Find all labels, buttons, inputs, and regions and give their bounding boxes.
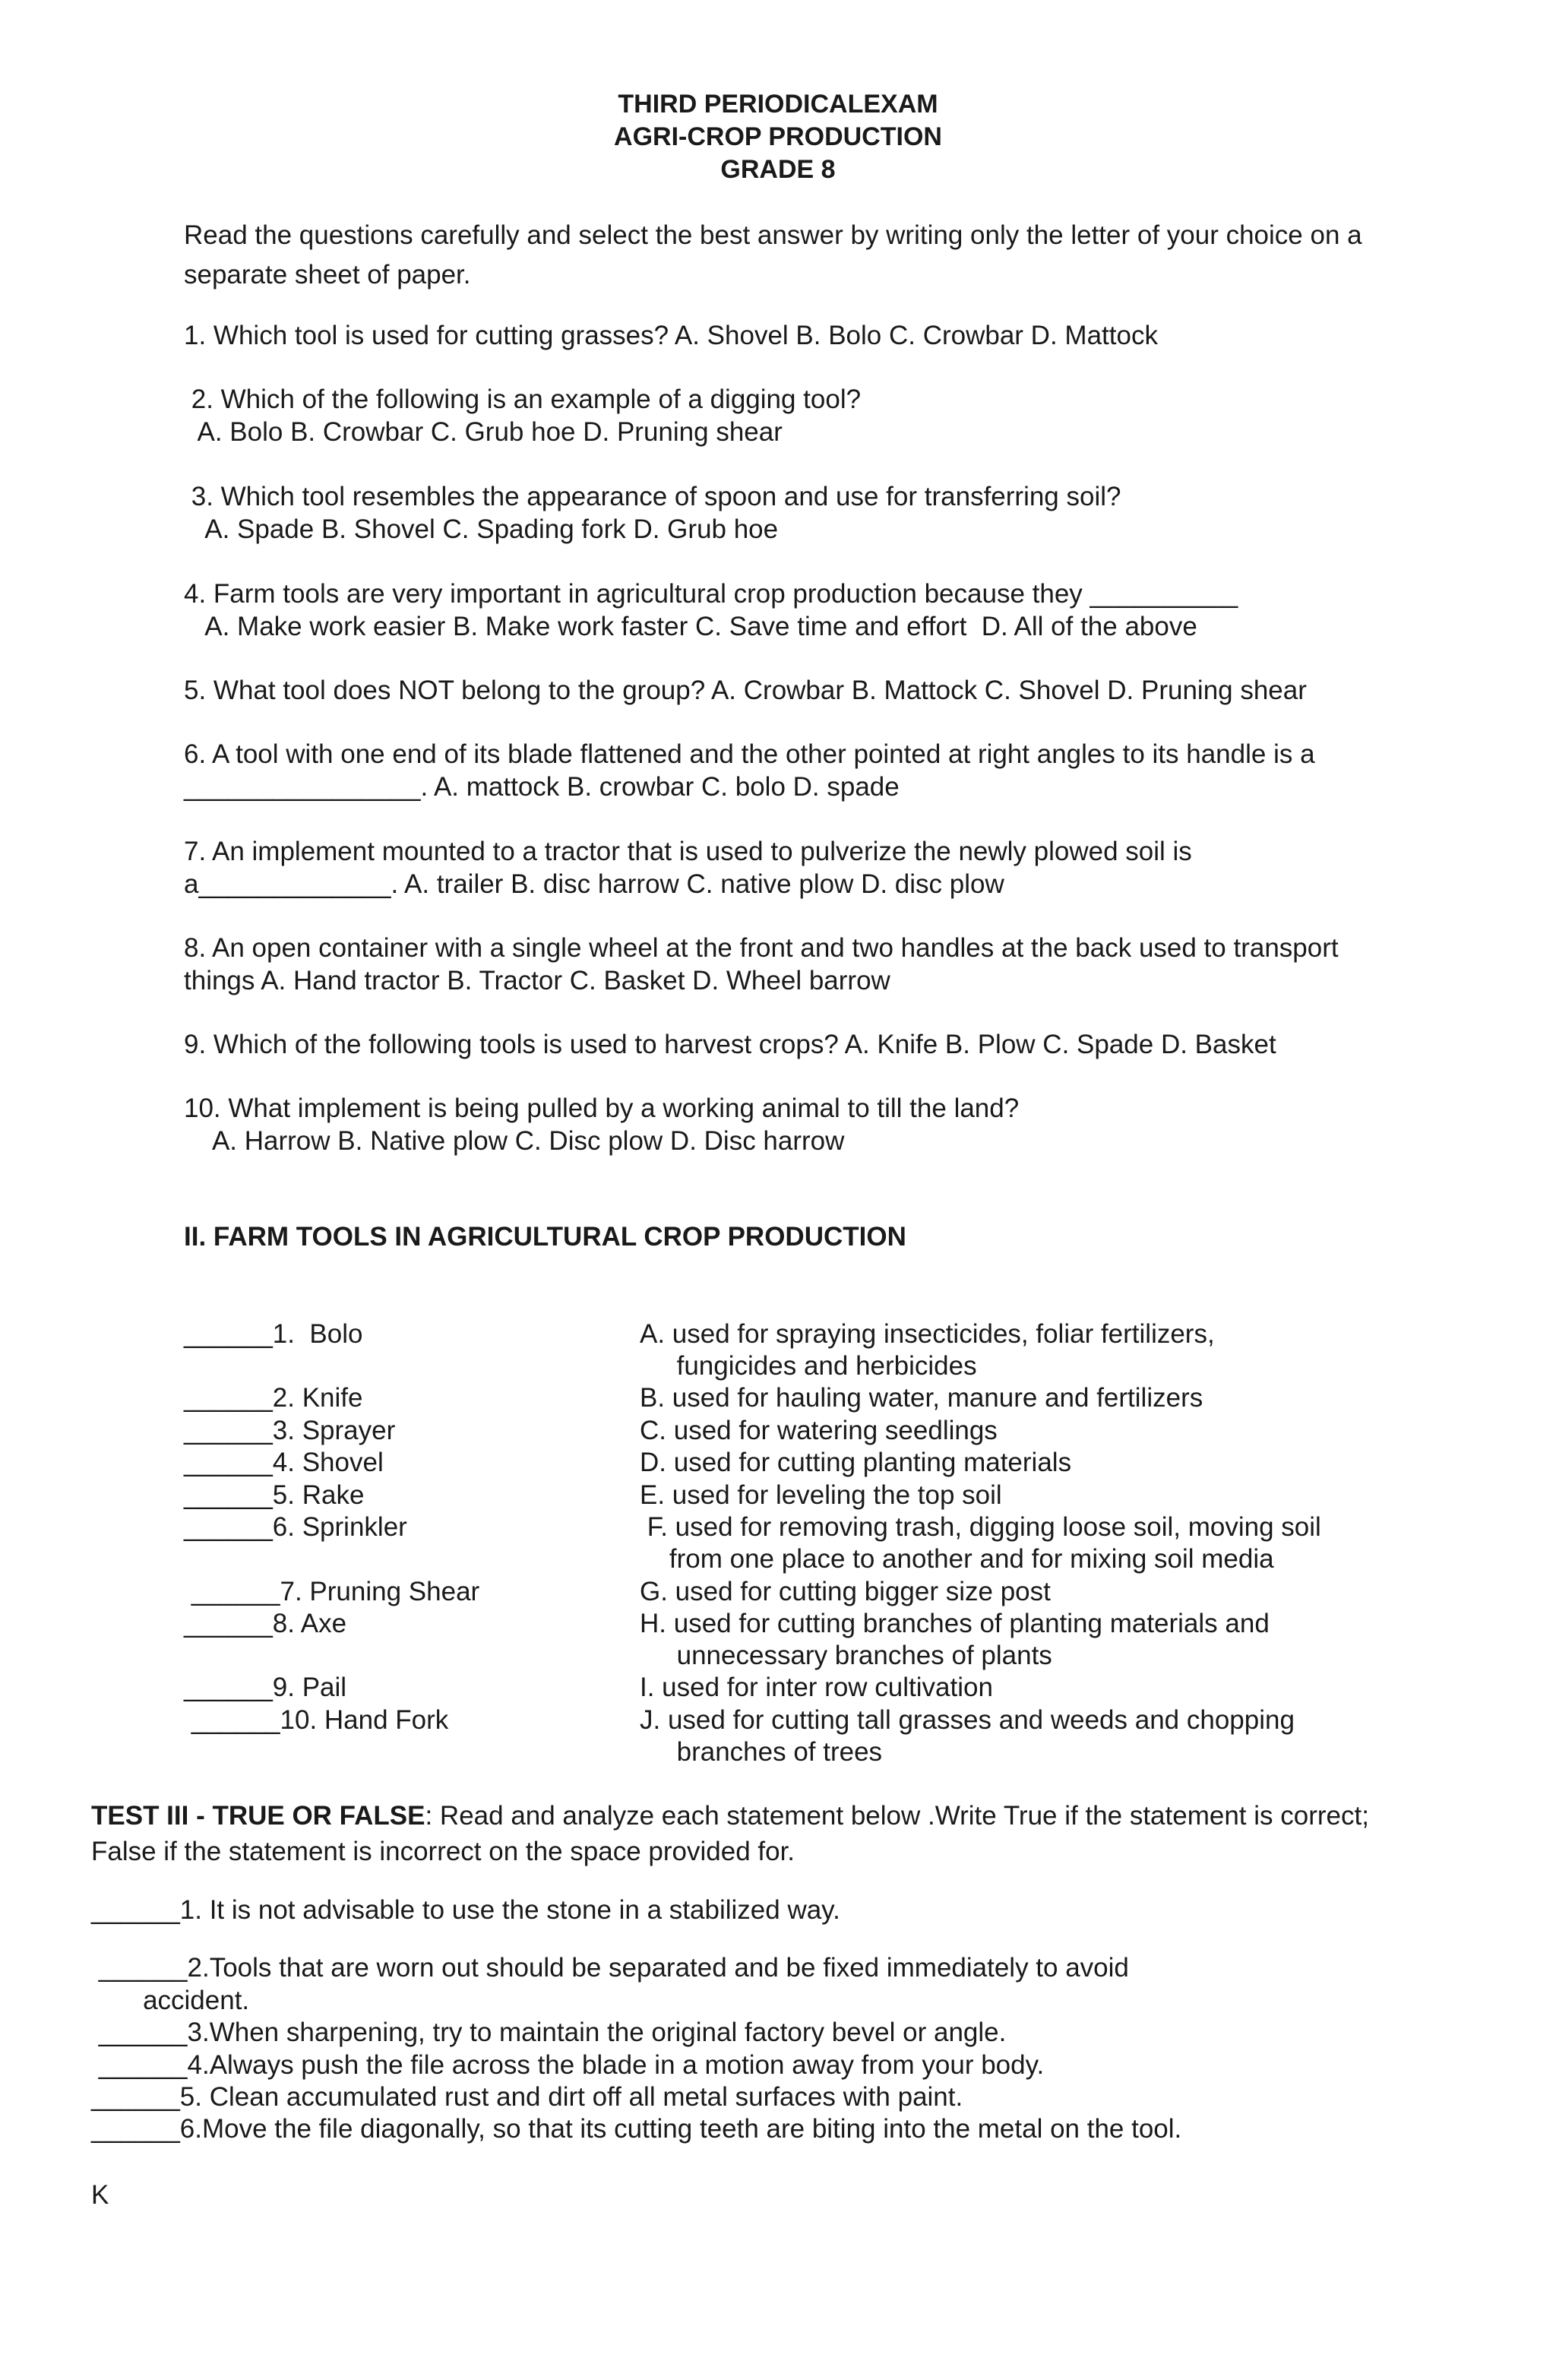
match-choice-h-cont: unnecessary branches of plants bbox=[640, 1641, 1052, 1670]
match-choice-g: G. used for cutting bigger size post bbox=[640, 1577, 1051, 1606]
question-2-choices: A. Bolo B. Crowbar C. Grub hoe D. Pruning shear bbox=[184, 417, 783, 447]
question-4: 4. Farm tools are very important in agricultural crop production because they __________ bbox=[184, 579, 1238, 609]
part-3-intro-line-2: False if the statement is incorrect on the space provided for. bbox=[91, 1837, 795, 1866]
question-6: 6. A tool with one end of its blade flattened and the other pointed at right angles to its handle is a bbox=[184, 739, 1315, 769]
match-item-3: ______3. Sprayer bbox=[184, 1416, 396, 1445]
part-3-intro-line-1 bbox=[91, 1800, 1369, 1832]
question-3-choices: A. Spade B. Shovel C. Spading fork D. Grub hoe bbox=[184, 514, 779, 544]
match-item-8: ______8. Axe bbox=[184, 1609, 347, 1638]
question-7-choices: a_____________. A. trailer B. disc harrow C. native plow D. disc plow bbox=[184, 869, 1004, 899]
tf-item-2-cont: accident. bbox=[91, 1986, 250, 2015]
match-item-5: ______5. Rake bbox=[184, 1480, 365, 1510]
instructions-line-1: Read the questions carefully and select the best answer by writing only the letter of your choice on a bbox=[184, 220, 1362, 250]
footer-mark: K bbox=[91, 2180, 109, 2210]
question-5: 5. What tool does NOT belong to the group? A. Crowbar B. Mattock C. Shovel D. Pruning shear bbox=[184, 676, 1307, 705]
match-choice-f: F. used for removing trash, digging loose soil, moving soil bbox=[640, 1512, 1321, 1542]
tf-item-1: ______1. It is not advisable to use the stone in a stabilized way. bbox=[91, 1895, 840, 1925]
question-10: 10. What implement is being pulled by a working animal to till the land? bbox=[184, 1093, 1020, 1123]
match-item-10: ______10. Hand Fork bbox=[184, 1705, 449, 1735]
question-2: 2. Which of the following is an example of a digging tool? bbox=[184, 385, 862, 414]
match-choice-h: H. used for cutting branches of planting materials and bbox=[640, 1609, 1270, 1638]
question-8-choices: things A. Hand tractor B. Tractor C. Basket D. Wheel barrow bbox=[184, 966, 890, 995]
tf-item-2: ______2.Tools that are worn out should be separated and be fixed immediately to avoid bbox=[91, 1953, 1129, 1983]
match-item-6: ______6. Sprinkler bbox=[184, 1512, 407, 1542]
instructions-line-2: separate sheet of paper. bbox=[184, 260, 471, 290]
question-4-choices: A. Make work easier B. Make work faster C. Save time and effort D. All of the above bbox=[184, 612, 1197, 641]
tf-item-4: ______4.Always push the file across the blade in a motion away from your body. bbox=[91, 2050, 1045, 2080]
tf-item-6: ______6.Move the file diagonally, so that its cutting teeth are biting into the metal on the tool. bbox=[91, 2114, 1182, 2144]
question-7: 7. An implement mounted to a tractor that is used to pulverize the newly plowed soil is bbox=[184, 837, 1192, 866]
match-item-1: ______1. Bolo bbox=[184, 1319, 363, 1349]
match-choice-c: C. used for watering seedlings bbox=[640, 1416, 998, 1445]
tf-item-5: ______5. Clean accumulated rust and dirt off all metal surfaces with paint. bbox=[91, 2082, 963, 2112]
match-choice-f-cont: from one place to another and for mixing soil media bbox=[640, 1544, 1274, 1574]
match-choice-j-cont: branches of trees bbox=[640, 1737, 883, 1767]
question-6-choices: ________________. A. mattock B. crowbar C. bolo D. spade bbox=[184, 772, 900, 802]
match-item-4: ______4. Shovel bbox=[184, 1448, 384, 1477]
match-choice-a: A. used for spraying insecticides, foliar fertilizers, bbox=[640, 1319, 1215, 1349]
part-2-heading: II. FARM TOOLS IN AGRICULTURAL CROP PRODUCTION bbox=[184, 1222, 906, 1252]
exam-title: THIRD PERIODICALEXAM bbox=[618, 90, 938, 119]
match-choice-b: B. used for hauling water, manure and fertilizers bbox=[640, 1383, 1203, 1413]
part-3-label: TEST III - TRUE OR FALSE bbox=[91, 1801, 425, 1831]
question-8: 8. An open container with a single wheel at the front and two handles at the back used to transport bbox=[184, 933, 1339, 963]
match-choice-a-cont: fungicides and herbicides bbox=[640, 1351, 977, 1381]
match-choice-e: E. used for leveling the top soil bbox=[640, 1480, 1002, 1510]
match-item-9: ______9. Pail bbox=[184, 1673, 347, 1702]
match-choice-i: I. used for inter row cultivation bbox=[640, 1673, 993, 1702]
question-1: 1. Which tool is used for cutting grasses? A. Shovel B. Bolo C. Crowbar D. Mattock bbox=[184, 321, 1158, 350]
part-3-intro-rest: : Read and analyze each statement below .Write True if the statement is correct; bbox=[425, 1801, 1369, 1831]
match-choice-d: D. used for cutting planting materials bbox=[640, 1448, 1072, 1477]
tf-item-3: ______3.When sharpening, try to maintain the original factory bevel or angle. bbox=[91, 2018, 1007, 2047]
match-choice-j: J. used for cutting tall grasses and weeds and chopping bbox=[640, 1705, 1295, 1735]
match-item-7: ______7. Pruning Shear bbox=[184, 1577, 480, 1606]
question-10-choices: A. Harrow B. Native plow C. Disc plow D. Disc harrow bbox=[184, 1126, 845, 1156]
match-item-2: ______2. Knife bbox=[184, 1383, 363, 1413]
question-9: 9. Which of the following tools is used to harvest crops? A. Knife B. Plow C. Spade D. Basket bbox=[184, 1030, 1276, 1059]
exam-grade: GRADE 8 bbox=[720, 155, 836, 184]
question-3: 3. Which tool resembles the appearance of spoon and use for transferring soil? bbox=[184, 482, 1121, 511]
exam-subject: AGRI-CROP PRODUCTION bbox=[614, 122, 942, 151]
